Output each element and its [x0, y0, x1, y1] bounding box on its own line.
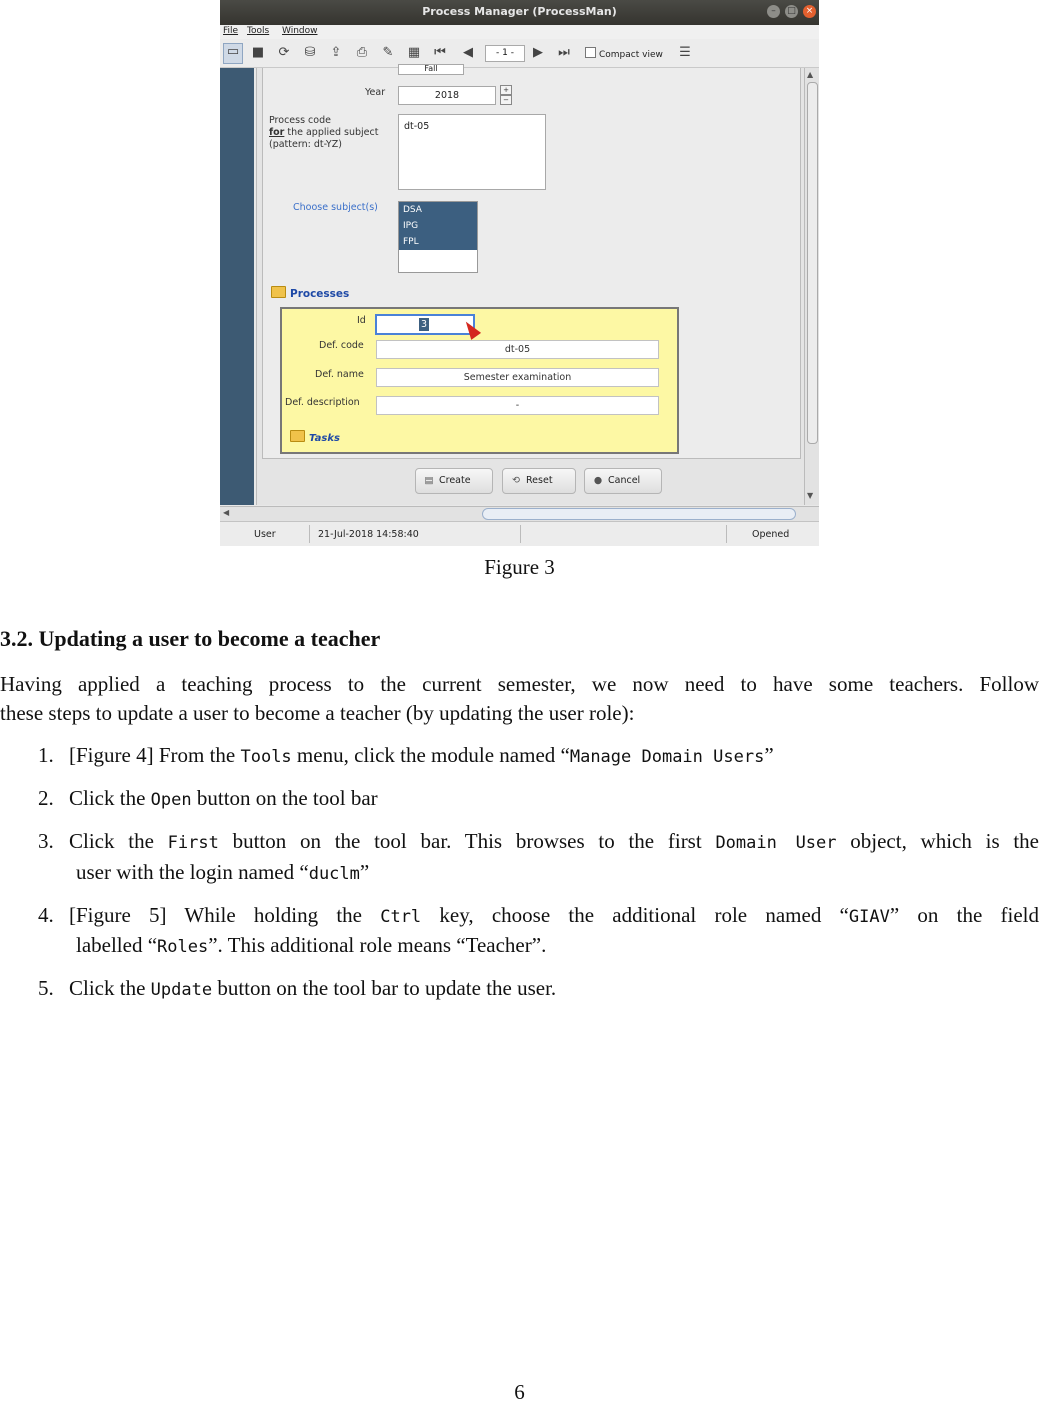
cancel-button[interactable]: [584, 468, 662, 494]
process-code-label-2-rest: the applied subject: [284, 127, 379, 138]
refresh-icon[interactable]: ⟳: [278, 45, 290, 60]
reset-button[interactable]: [502, 468, 576, 494]
step-text: menu, click the module named “: [291, 743, 570, 767]
choose-subjects-label: Choose subject(s): [293, 202, 378, 213]
subject-item[interactable]: FPL: [399, 234, 477, 250]
step-text: object, which is the: [836, 829, 1039, 853]
scroll-left-icon[interactable]: ◀: [223, 508, 230, 517]
step-code: Roles: [157, 937, 209, 957]
compact-view-checkbox[interactable]: [585, 47, 663, 60]
next-icon[interactable]: ▶: [533, 45, 543, 60]
status-separator: [309, 525, 310, 543]
status-separator: [520, 525, 521, 543]
step-text: ”. This additional role means “Teacher”.: [208, 933, 547, 957]
id-value: 3: [421, 319, 428, 330]
step-text: Click the: [69, 786, 151, 810]
process-code-label-2: [269, 127, 378, 138]
step-text: ” on the field: [889, 903, 1039, 927]
tasks-title-text: Tasks: [309, 433, 340, 444]
create-button[interactable]: [415, 468, 493, 494]
maximize-button[interactable]: □: [785, 5, 798, 18]
grid-icon[interactable]: ▦: [407, 45, 421, 60]
intro-line-1: Having applied a teaching process to the current semester, we now need to have some teachers. Follow: [0, 672, 1039, 696]
step-4-continuation: [76, 930, 546, 962]
step-text: key, choose the additional role named “: [421, 903, 849, 927]
left-sidebar: [220, 68, 254, 505]
tasks-section-title[interactable]: [290, 430, 340, 444]
step-code: GIAV: [848, 907, 890, 927]
scroll-up-icon[interactable]: ▲: [807, 70, 814, 79]
print-icon[interactable]: ⎙: [356, 45, 368, 60]
step-number: 5.: [38, 976, 54, 1000]
step-text: button on the tool bar: [191, 786, 378, 810]
page-number: 6: [514, 1380, 525, 1404]
process-code-textarea[interactable]: dt-05: [398, 114, 546, 190]
figure-caption: Figure 3: [484, 555, 555, 579]
step-text: ”: [359, 860, 370, 884]
form-panel: [256, 64, 804, 505]
close-button[interactable]: ×: [803, 5, 816, 18]
status-state: Opened: [752, 529, 790, 540]
create-label: Create: [439, 475, 471, 486]
mouse-cursor-icon: [461, 318, 481, 340]
processes-subform: [280, 307, 679, 454]
first-icon[interactable]: ⏮: [434, 45, 446, 60]
cancel-icon: ●: [593, 475, 603, 486]
status-timestamp: 21-Jul-2018 14:58:40: [318, 529, 419, 540]
process-code-label-2-bold: for: [269, 127, 285, 138]
processes-section-title[interactable]: [271, 286, 349, 300]
semester-select[interactable]: Fall: [398, 64, 464, 75]
step-number: 4.: [38, 903, 54, 927]
horizontal-scroll-thumb[interactable]: [482, 508, 796, 520]
step-text: Click the: [69, 976, 151, 1000]
compact-view-label: Compact view: [599, 50, 663, 60]
step-code: Ctrl: [380, 907, 422, 927]
reset-icon: ⟲: [512, 475, 520, 486]
figure-3-screenshot: [220, 0, 819, 546]
step-number: 2.: [38, 786, 54, 810]
step-text: [Figure 4] From the: [69, 743, 241, 767]
status-separator: [726, 525, 727, 543]
step-code: Open: [150, 790, 192, 810]
reset-label: Reset: [526, 475, 553, 486]
database-icon[interactable]: ⛁: [304, 45, 316, 60]
step-code: Domain User: [715, 833, 837, 853]
step-5: [38, 973, 1039, 1005]
step-text: labelled “: [76, 933, 158, 957]
section-heading: 3.2. Updating a user to become a teacher: [0, 626, 381, 651]
process-code-label-3: (pattern: dt-YZ): [269, 139, 342, 150]
horizontal-scrollbar[interactable]: [220, 506, 819, 521]
scroll-down-icon[interactable]: ▼: [807, 491, 814, 500]
step-text: button on the tool bar. This browses to the first: [218, 829, 716, 853]
checkbox-icon[interactable]: [585, 47, 596, 58]
step-4: [38, 900, 1039, 932]
status-user: User: [254, 529, 276, 540]
step-code: duclm: [308, 864, 360, 884]
menu-tools[interactable]: Tools: [247, 26, 270, 36]
cancel-label: Cancel: [608, 475, 641, 486]
year-decrement[interactable]: −: [500, 95, 512, 105]
step-3-continuation: [76, 857, 369, 889]
export-icon[interactable]: ⇪: [330, 45, 342, 60]
step-text: button on the tool bar to update the user.: [212, 976, 557, 1000]
step-code: Update: [150, 980, 213, 1000]
def-code-label: Def. code: [319, 340, 364, 351]
edit-icon[interactable]: ✎: [382, 45, 394, 60]
menu-bar: [220, 25, 819, 39]
year-increment[interactable]: +: [500, 85, 512, 95]
processes-title-text: Processes: [290, 288, 350, 300]
folder-icon: [290, 430, 305, 442]
step-text: [Figure 5] While holding the: [69, 903, 381, 927]
open-icon[interactable]: ▭: [223, 43, 243, 64]
subject-item[interactable]: DSA: [399, 202, 477, 218]
vertical-scroll-thumb[interactable]: [807, 82, 818, 444]
minimize-button[interactable]: –: [767, 5, 780, 18]
menu-file[interactable]: File: [223, 26, 239, 36]
vertical-scrollbar[interactable]: [804, 68, 819, 505]
def-description-input[interactable]: -: [376, 396, 659, 415]
window-titlebar: [220, 0, 819, 25]
menu-window[interactable]: Window: [282, 26, 318, 36]
def-description-label: Def. description: [285, 397, 360, 408]
subjects-list[interactable]: [398, 201, 478, 273]
step-text: ”: [764, 743, 774, 767]
step-number: 1.: [38, 743, 54, 767]
last-icon[interactable]: ⏭: [558, 45, 570, 60]
def-code-input[interactable]: dt-05: [376, 340, 659, 359]
folder-open-icon: [271, 286, 286, 298]
window-title: Process Manager (ProcessMan): [422, 5, 617, 18]
year-label: Year: [365, 87, 386, 98]
process-code-label-1: Process code: [269, 115, 331, 126]
list-icon[interactable]: ☰: [679, 45, 691, 60]
step-3: [38, 826, 1039, 858]
step-code: First: [167, 833, 219, 853]
def-name-label: Def. name: [315, 369, 364, 380]
save-icon[interactable]: ■: [251, 45, 265, 60]
step-code: Manage Domain Users: [569, 747, 765, 767]
step-text: Click the: [69, 829, 168, 853]
subject-item[interactable]: IPG: [399, 218, 477, 234]
create-icon: ▤: [424, 475, 434, 486]
previous-icon[interactable]: ◀: [463, 45, 473, 60]
year-input[interactable]: 2018: [398, 86, 496, 105]
id-label: Id: [357, 315, 366, 326]
step-2: [38, 783, 1039, 815]
toolbar: [220, 39, 819, 68]
step-text: user with the login named “: [76, 860, 309, 884]
intro-line-2: these steps to update a user to become a teacher (by updating the user role):: [0, 701, 635, 725]
def-name-input[interactable]: Semester examination: [376, 368, 659, 387]
step-number: 3.: [38, 829, 54, 853]
page-indicator: - 1 -: [485, 45, 525, 62]
step-code: Tools: [240, 747, 292, 767]
form-area: [262, 64, 801, 459]
status-bar: [220, 521, 819, 546]
step-1: [38, 740, 1039, 772]
